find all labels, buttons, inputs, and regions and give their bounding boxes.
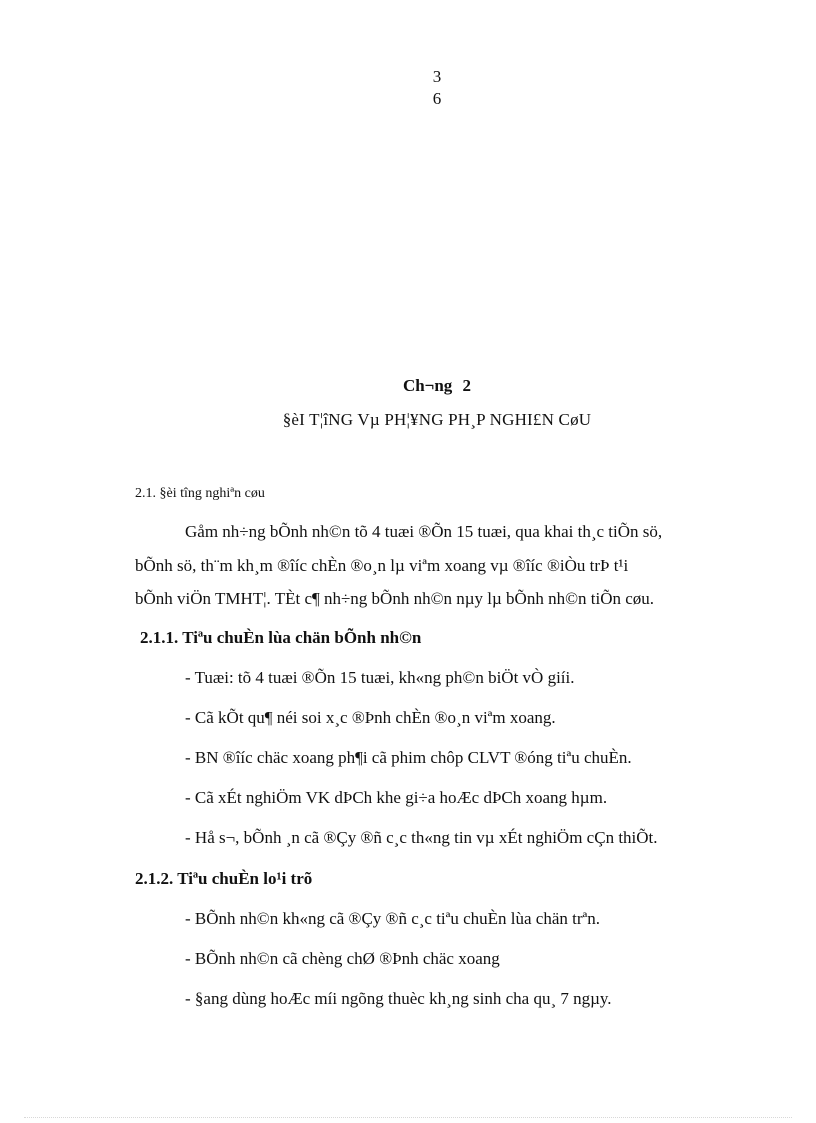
section-heading-2-1-2: 2.1.2. Tiªu chuÈn lo¹i trõ: [135, 869, 313, 888]
list-item: - Cã xÉt nghiÖm VK dÞCh khe gi÷a hoÆc dÞCh xoang hµm.: [185, 788, 608, 807]
list-item: - BÕnh nh©n cã chèng chØ ®Þnh chäc xoang: [185, 949, 500, 968]
list-item: - BN ®îíc chäc xoang ph¶i cã phim chôp CLVT ®óng tiªu chuÈn.: [185, 748, 632, 767]
footer-divider: [24, 1117, 792, 1118]
paragraph-line: bÕnh sö, th¨m kh¸m ®îíc chÈn ®o¸n lµ viªm xoang vµ ®îíc ®iÒu trÞ t¹i: [135, 556, 629, 575]
paragraph-line: Gåm nh÷ng bÕnh nh©n tõ 4 tuæi ®Õn 15 tuæi, qua khai th¸c tiÕn sö,: [185, 522, 663, 541]
section-heading-2-1-1: 2.1.1. Tiªu chuÈn lùa chän bÕnh nh©n: [140, 628, 422, 647]
list-item: - Tuæi: tõ 4 tuæi ®Õn 15 tuæi, kh«ng ph©n biÖt vÒ giíi.: [185, 668, 575, 687]
page-number-line-2: 6: [432, 89, 442, 108]
section-heading-2-1: 2.1. §èi tîng nghiªn cøu: [135, 486, 265, 501]
page-number-line-1: 3: [432, 67, 442, 86]
list-item: - Cã kÕt qu¶ néi soi x¸c ®Þnh chÈn ®o¸n viªm xoang.: [185, 708, 556, 727]
list-item: - BÕnh nh©n kh«ng cã ®Çy ®ñ c¸c tiªu chuÈn lùa chän trªn.: [185, 909, 600, 928]
chapter-title: §èI T¦îNG Vµ PH¦¥NG PH¸P NGHI£N CøU: [282, 410, 592, 429]
list-item: - Hå s¬, bÕnh ¸n cã ®Çy ®ñ c¸c th«ng tin vµ xÉt nghiÖm cÇn thiÕt.: [185, 828, 658, 847]
list-item: - §ang dùng hoÆc míi ngõng thuèc kh¸ng sinh cha qu¸ 7 ngµy.: [185, 989, 612, 1008]
paragraph-line: bÕnh viÖn TMHT¦. TÈt c¶ nh÷ng bÕnh nh©n nµy lµ bÕnh nh©n tiÕn cøu.: [135, 589, 655, 608]
chapter-label: Ch¬ng 2: [402, 376, 472, 395]
